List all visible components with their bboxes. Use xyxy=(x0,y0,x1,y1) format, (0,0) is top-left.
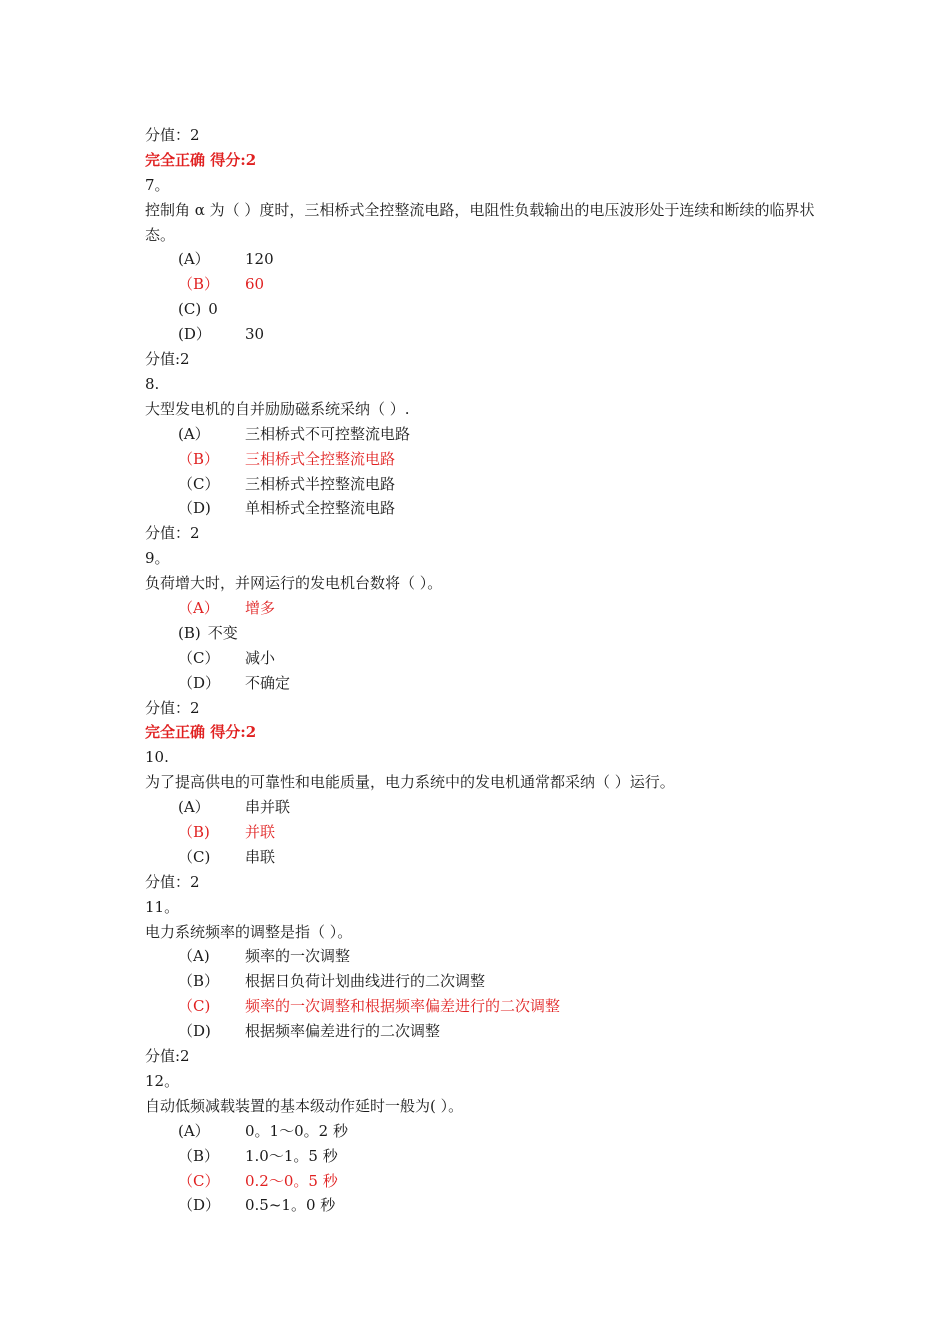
answer-option xyxy=(145,944,825,969)
option-text: 频率的一次调整 xyxy=(245,947,351,966)
option-key: (A） xyxy=(178,798,210,817)
option-text: 根据频率偏差进行的二次调整 xyxy=(245,1022,441,1041)
answer-option xyxy=(145,969,825,994)
option-key: （D） xyxy=(178,1196,221,1215)
option-key: （C） xyxy=(178,1171,220,1190)
option-text: 根据日负荷计划曲线进行的二次调整 xyxy=(245,972,486,991)
option-key: (C) xyxy=(178,300,202,319)
option-text: 并联 xyxy=(245,823,276,842)
score-line: 分值:2 xyxy=(145,1047,190,1066)
question-number: 8. xyxy=(145,374,160,393)
answer-option-correct xyxy=(145,1169,825,1194)
answer-option-correct xyxy=(145,447,825,472)
option-key: （A） xyxy=(178,598,219,617)
score-line: 分值:2 xyxy=(145,350,190,369)
option-key: （B） xyxy=(178,1146,220,1165)
answer-option xyxy=(145,795,825,820)
answer-option xyxy=(145,472,825,497)
option-key: （D) xyxy=(178,1022,211,1041)
answer-option-correct xyxy=(145,994,825,1019)
score-line: 分值：2 xyxy=(145,524,200,543)
option-text: 单相桥式全控整流电路 xyxy=(245,499,396,518)
answer-option xyxy=(145,1193,825,1218)
answer-option xyxy=(145,621,825,646)
option-key: (A） xyxy=(178,250,210,269)
question-stem: 电力系统频率的调整是指（ ）。 xyxy=(145,922,353,941)
option-key: （D） xyxy=(178,673,221,692)
answer-option xyxy=(145,845,825,870)
option-key: (B) xyxy=(178,623,201,642)
document-page xyxy=(145,123,825,1218)
answer-option xyxy=(145,496,825,521)
answer-option xyxy=(145,1019,825,1044)
answer-option xyxy=(145,297,825,322)
option-key: （B） xyxy=(178,972,220,991)
option-key: （C) xyxy=(178,847,211,866)
question-stem: 自动低频减载装置的基本级动作延时一般为( ）。 xyxy=(145,1096,464,1115)
answer-option-correct xyxy=(145,820,825,845)
question-stem: 负荷增大时，并网运行的发电机台数将（ ）。 xyxy=(145,574,443,593)
option-key: (A） xyxy=(178,424,210,443)
answer-option xyxy=(145,422,825,447)
option-key: （A) xyxy=(178,947,210,966)
answer-option xyxy=(145,247,825,272)
option-key: (D） xyxy=(178,325,211,344)
option-text: 0 xyxy=(208,300,218,319)
answer-option xyxy=(145,1144,825,1169)
option-text: 三相桥式半控整流电路 xyxy=(245,474,396,493)
option-text: 减小 xyxy=(245,648,276,667)
question-number: 11。 xyxy=(145,897,180,916)
option-text: 60 xyxy=(245,275,265,294)
question-number: 9。 xyxy=(145,549,170,568)
option-text: 0.5~1。0 秒 xyxy=(245,1196,336,1215)
option-text: 0.2～0。5 秒 xyxy=(245,1171,338,1190)
option-key: （C） xyxy=(178,648,220,667)
option-text: 不变 xyxy=(207,623,238,642)
option-text: 频率的一次调整和根据频率偏差进行的二次调整 xyxy=(245,997,561,1016)
option-key: （C) xyxy=(178,997,211,1016)
result-line: 完全正确 得分:2 xyxy=(145,150,257,169)
option-text: 不确定 xyxy=(245,673,291,692)
result-line: 完全正确 得分:2 xyxy=(145,723,257,742)
answer-option xyxy=(145,671,825,696)
option-key: （D) xyxy=(178,499,211,518)
option-text: 30 xyxy=(245,325,265,344)
score-line: 分值：2 xyxy=(145,698,200,717)
answer-option-correct xyxy=(145,272,825,297)
option-text: 120 xyxy=(245,250,274,269)
option-text: 0。1～0。2 秒 xyxy=(245,1121,348,1140)
option-text: 三相桥式全控整流电路 xyxy=(245,449,396,468)
question-stem: 为了提高供电的可靠性和电能质量，电力系统中的发电机通常都采纳（ ）运行。 xyxy=(145,773,675,792)
answer-option xyxy=(145,1119,825,1144)
option-key: （C） xyxy=(178,474,220,493)
score-line: 分值：2 xyxy=(145,872,200,891)
option-key: （B) xyxy=(178,823,210,842)
score-line: 分值：2 xyxy=(145,126,200,144)
answer-option xyxy=(145,322,825,347)
option-text: 串联 xyxy=(245,847,276,866)
option-text: 增多 xyxy=(245,598,276,617)
option-key: (A） xyxy=(178,1121,210,1140)
question-number: 12。 xyxy=(145,1071,180,1090)
question-number: 10. xyxy=(145,748,169,767)
option-key: （B） xyxy=(178,275,220,294)
option-text: 三相桥式不可控整流电路 xyxy=(245,424,411,443)
option-key: （B） xyxy=(178,449,220,468)
question-stem: 控制角 α 为（ ）度时，三相桥式全控整流电路，电阻性负载输出的电压波形处于连续和断续的临界状态。 xyxy=(145,200,815,244)
answer-option xyxy=(145,646,825,671)
question-number: 7。 xyxy=(145,175,170,194)
option-text: 1.0～1。5 秒 xyxy=(245,1146,338,1165)
option-text: 串并联 xyxy=(245,798,291,817)
answer-option-correct xyxy=(145,596,825,621)
question-stem: 大型发电机的自并励励磁系统采纳（ ）. xyxy=(145,399,410,418)
